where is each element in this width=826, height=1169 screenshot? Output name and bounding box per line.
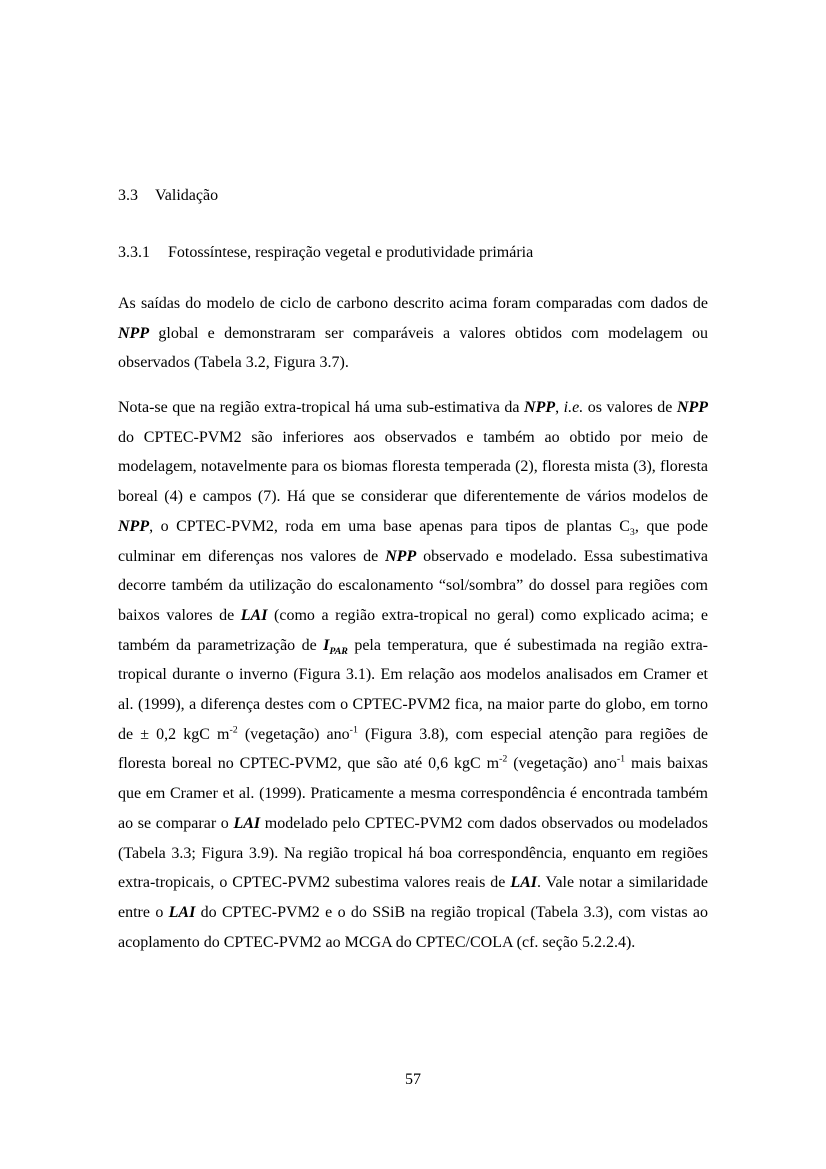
section-number: 3.3 [118,187,138,204]
section-title: Validação [155,187,219,204]
subsection-heading [118,238,718,268]
subsection-number: 3.3.1 [118,244,150,261]
paragraph-validation-intro: As saídas do modelo de ciclo de carbono descrito acima foram comparadas com dados de NPP global e demonstraram ser comparáveis a valores obtidos com modelagem ou observados (Tabela 3.2, Figura 3.7). [118,295,708,372]
section-heading [118,181,718,211]
page-number: 57 [405,1071,421,1088]
subsection-title: Fotossíntese, respiração vegetal e produtividade primária [168,244,534,261]
paragraph-npp-discussion: Nota-se que na região extra-tropical há uma sub-estimativa da NPP, i.e. os valores de NPP do CPTEC-PVM2 são inferiores aos observados e também ao obtido por meio de modelagem, notavelmente para os biomas floresta temperada (2), floresta mista (3), floresta boreal (4) e campos (7). Há que se considerar que diferentemente de vários modelos de NPP, o CPTEC-PVM2, roda em uma base apenas para tipos de plantas $C_3$, que pode culminar em diferenças nos valores de NPP observado e modelado. Essa subestimativa decorre também da utilização do escalonamento “sol/sombra” do dossel para regiões com baixos valores de LAI (como a região extra-tropical no geral) como explicado acima; e também da parametrização de $I_{PAR}$ pela temperatura, que é subestimada na região extra-tropical durante o inverno (Figura 3.1). Em relação aos modelos analisados em Cramer et al. (1999), a diferença destes com o CPTEC-PVM2 fica, na maior parte do globo, em torno de ± 0,2 kgC $m^{-2}$ (vegetação) ano$^{-1}$ (Figura 3.8), com especial atenção para regiões de floresta boreal no CPTEC-PVM2, que são até 0,6 kgC $m^{-2}$ (vegetação) ano$^{-1}$ mais baixas que em Cramer et al. (1999). Praticamente a mesma correspondência é encontrada também ao se comparar o LAI modelado pelo CPTEC-PVM2 com dados observados ou modelados (Tabela 3.3; Figura 3.9). Na região tropical há boa correspondência, enquanto em regiões extra-tropicais, o CPTEC-PVM2 subestima valores reais de LAI. Vale notar a similaridade entre o LAI do CPTEC-PVM2 e o do SSiB na região tropical (Tabela 3.3), com vistas ao acoplamento do CPTEC-PVM2 ao MCGA do CPTEC/COLA (cf. seção 5.2.2.4). [118,399,709,951]
